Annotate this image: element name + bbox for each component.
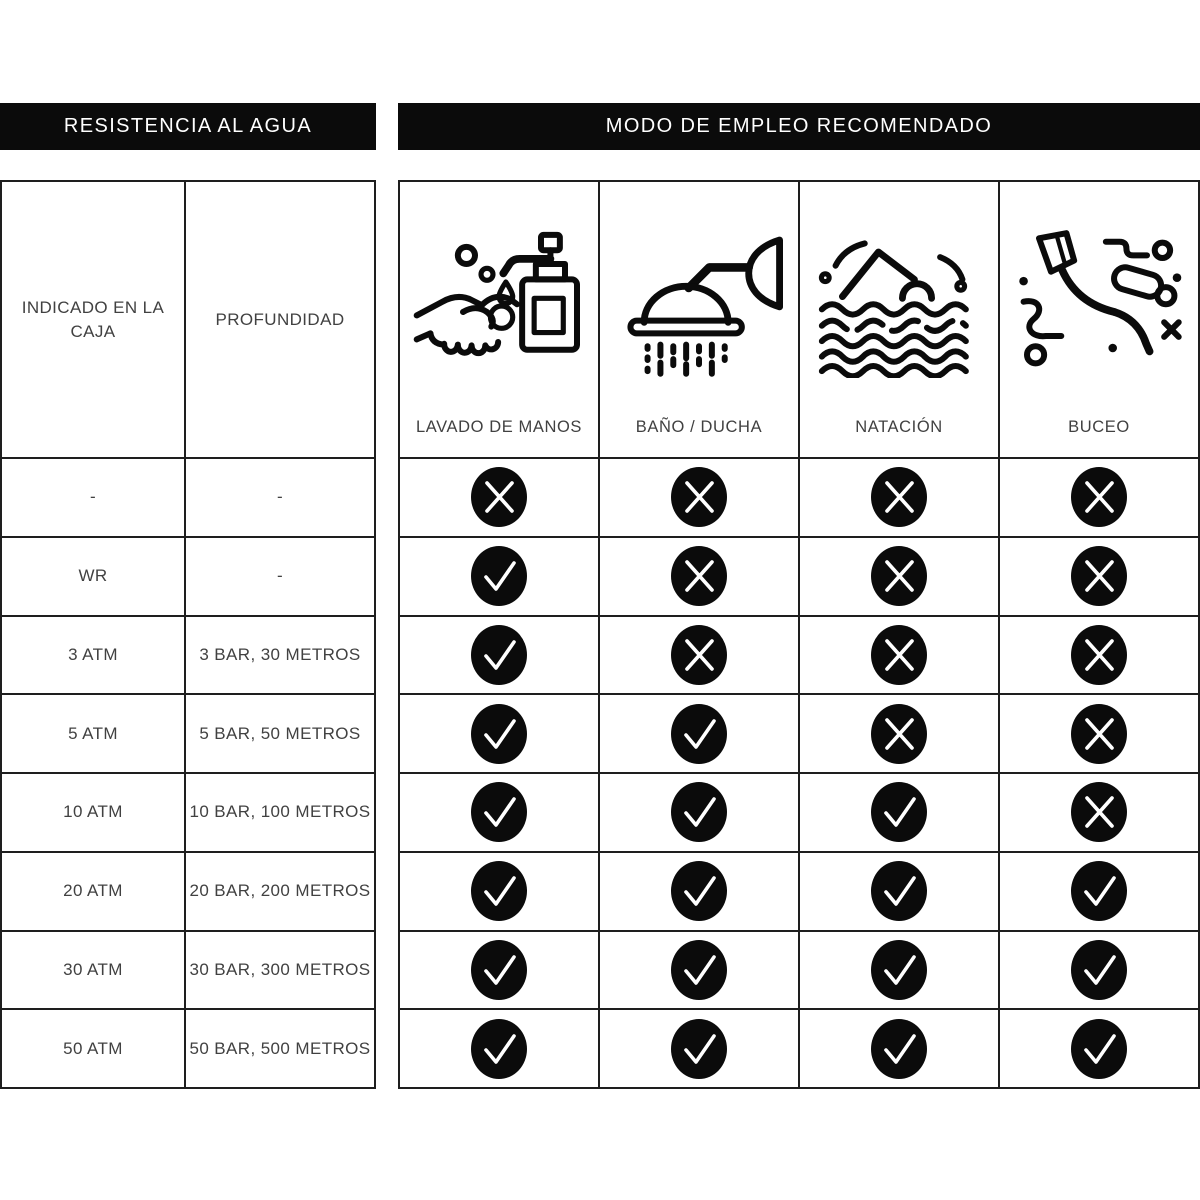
usage-cell xyxy=(800,853,998,930)
usage-cell xyxy=(400,853,598,930)
usage-column-shower xyxy=(600,182,798,457)
usage-mark xyxy=(471,940,527,1000)
usage-cell xyxy=(1000,695,1198,772)
profundidad-value: 20 BAR, 200 METROS xyxy=(186,853,374,930)
usage-cell xyxy=(400,774,598,851)
usage-mark xyxy=(471,625,527,685)
caja-value: 30 ATM xyxy=(2,932,184,1009)
usage-mark xyxy=(1071,704,1127,764)
usage-cell xyxy=(1000,932,1198,1009)
caja-value: 10 ATM xyxy=(2,774,184,851)
usage-cell xyxy=(400,538,598,615)
usage-mark xyxy=(471,704,527,764)
usage-column-label: NATACIÓN xyxy=(855,417,943,436)
usage-mark xyxy=(671,546,727,606)
usage-cell xyxy=(600,932,798,1009)
usage-cell xyxy=(400,932,598,1009)
profundidad-value: 3 BAR, 30 METROS xyxy=(186,617,374,694)
usage-mark xyxy=(1071,940,1127,1000)
usage-cell xyxy=(1000,774,1198,851)
usage-mark xyxy=(871,782,927,842)
usage-mark xyxy=(1071,546,1127,606)
usage-mark xyxy=(471,467,527,527)
caja-value: 50 ATM xyxy=(2,1010,184,1087)
usage-header-bar xyxy=(398,103,1200,150)
usage-mark xyxy=(871,1019,927,1079)
usage-mark xyxy=(471,546,527,606)
usage-cell xyxy=(600,695,798,772)
usage-column-label: BAÑO / DUCHA xyxy=(635,417,763,436)
usage-cell xyxy=(400,459,598,536)
usage-mark xyxy=(471,861,527,921)
usage-mark xyxy=(871,625,927,685)
usage-cell xyxy=(600,853,798,930)
caja-value: - xyxy=(2,459,184,536)
usage-cell xyxy=(1000,617,1198,694)
usage-mark xyxy=(671,467,727,527)
usage-column-swimming xyxy=(800,182,998,457)
column-header-profundidad: PROFUNDIDAD xyxy=(186,182,374,457)
usage-cell xyxy=(600,774,798,851)
usage-mark xyxy=(1071,467,1127,527)
usage-cell xyxy=(800,695,998,772)
usage-cell xyxy=(600,617,798,694)
usage-column-label: LAVADO DE MANOS xyxy=(415,417,583,436)
usage-mark xyxy=(871,546,927,606)
usage-title: MODO DE EMPLEO RECOMENDADO xyxy=(605,115,993,137)
usage-cell xyxy=(800,932,998,1009)
column-header-caja: INDICADO EN LA CAJA xyxy=(2,182,184,457)
usage-cell xyxy=(1000,538,1198,615)
usage-cell xyxy=(400,617,598,694)
profundidad-value: 30 BAR, 300 METROS xyxy=(186,932,374,1009)
usage-mark xyxy=(471,782,527,842)
usage-cell xyxy=(400,695,598,772)
usage-cell xyxy=(800,459,998,536)
usage-cell xyxy=(800,1010,998,1087)
usage-cell xyxy=(600,538,798,615)
usage-column-handwash xyxy=(400,182,598,457)
caja-value: 3 ATM xyxy=(2,617,184,694)
usage-mark xyxy=(671,1019,727,1079)
profundidad-value: 10 BAR, 100 METROS xyxy=(186,774,374,851)
profundidad-value: 5 BAR, 50 METROS xyxy=(186,695,374,772)
caja-value: 5 ATM xyxy=(2,695,184,772)
usage-mark xyxy=(871,467,927,527)
usage-cell xyxy=(800,617,998,694)
usage-mark xyxy=(871,704,927,764)
usage-mark xyxy=(671,861,727,921)
usage-table xyxy=(398,180,1200,1089)
swimmer-icon xyxy=(800,182,998,416)
usage-cell xyxy=(1000,459,1198,536)
usage-mark xyxy=(1071,861,1127,921)
usage-mark xyxy=(871,861,927,921)
usage-cell xyxy=(400,1010,598,1087)
usage-cell xyxy=(800,774,998,851)
caja-value: 20 ATM xyxy=(2,853,184,930)
usage-mark xyxy=(671,940,727,1000)
water-resistance-table xyxy=(0,180,376,1089)
usage-cell xyxy=(1000,1010,1198,1087)
usage-column-diving xyxy=(1000,182,1198,457)
usage-cell xyxy=(600,459,798,536)
usage-mark xyxy=(671,625,727,685)
usage-column-label: BUCEO xyxy=(1068,417,1130,436)
water-resistance-header-bar xyxy=(0,103,376,150)
water-resistance-title: RESISTENCIA AL AGUA xyxy=(63,115,313,137)
profundidad-value: 50 BAR, 500 METROS xyxy=(186,1010,374,1087)
usage-cell xyxy=(600,1010,798,1087)
scuba-diver-icon xyxy=(1000,182,1198,416)
usage-mark xyxy=(1071,782,1127,842)
usage-mark xyxy=(1071,625,1127,685)
usage-cell xyxy=(1000,853,1198,930)
usage-mark xyxy=(471,1019,527,1079)
handwash-icon xyxy=(400,182,598,416)
caja-value: WR xyxy=(2,538,184,615)
profundidad-value: - xyxy=(186,538,374,615)
shower-icon xyxy=(600,182,798,416)
profundidad-value: - xyxy=(186,459,374,536)
usage-mark xyxy=(871,940,927,1000)
usage-mark xyxy=(1071,1019,1127,1079)
usage-mark xyxy=(671,704,727,764)
usage-cell xyxy=(800,538,998,615)
usage-mark xyxy=(671,782,727,842)
